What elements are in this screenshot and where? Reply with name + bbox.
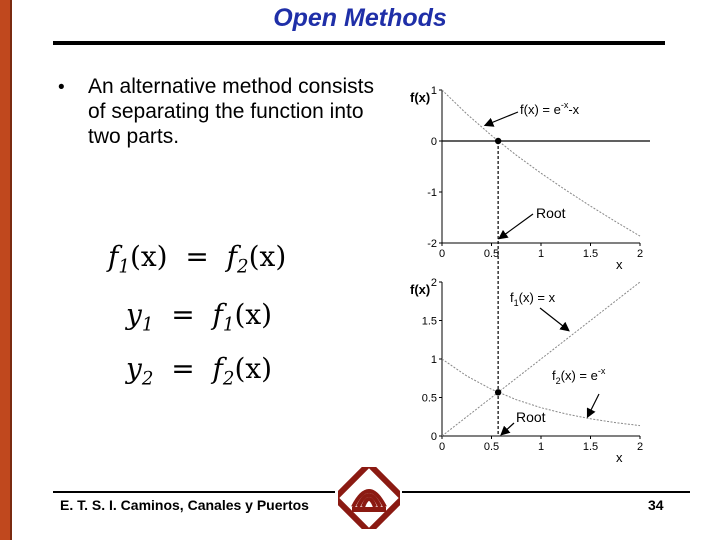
bullet-text: An alternative method consists of separating the function into two parts. <box>88 75 374 149</box>
bullet-marker: • <box>58 77 65 98</box>
x-tick-label: 0.5 <box>483 441 500 453</box>
footer-divider-left <box>53 491 335 493</box>
plots-panel <box>400 78 650 468</box>
x-tick-label: 1.5 <box>582 248 599 260</box>
x-tick-label: 0 <box>438 248 446 260</box>
x-axis-label: x <box>616 257 623 272</box>
annotation-f1: $f_1(x) = x$ <box>510 290 556 308</box>
institution-logo <box>338 467 400 529</box>
y-tick-label: 0.5 <box>421 392 437 405</box>
y-axis-label: f(x) <box>410 90 431 105</box>
equation-2: $y_1 = f_1(x)$ <box>126 298 273 336</box>
annotation-arrow-root-top <box>500 214 533 238</box>
x-tick-label: 2 <box>636 441 644 453</box>
page-number: 34 <box>648 497 664 513</box>
y-axis-label: f(x) <box>410 282 431 297</box>
x-tick-label: 2 <box>636 248 644 260</box>
left-accent-bar <box>0 0 12 540</box>
y-tick-label: 1 <box>430 85 437 97</box>
x-axis-label: x <box>616 450 623 465</box>
x-tick-label: 1 <box>537 248 545 260</box>
y-tick-label: 2 <box>430 277 437 289</box>
y-tick-label: 0 <box>430 136 437 148</box>
y-tick-label: -1 <box>427 187 437 199</box>
annotation-arrow-f1 <box>540 308 568 330</box>
y-tick-label: 1 <box>430 354 437 366</box>
x-tick-label: 0.5 <box>483 248 500 260</box>
footer-divider-right <box>402 491 690 493</box>
footer-institution: E. T. S. I. Caminos, Canales y Puertos <box>60 497 309 513</box>
equation-1: $f_1(x) = f_2(x)$ <box>108 240 287 278</box>
x-tick-label: 1 <box>537 441 545 453</box>
y-tick-label: 0 <box>430 431 437 443</box>
y-tick-label: 1.5 <box>421 315 437 328</box>
annotation-arrow-fx <box>486 112 518 125</box>
annotation-f2: $f_2(x) = e^{-x}$ <box>552 366 606 386</box>
x-tick-label: 1.5 <box>582 441 599 453</box>
x-tick-label: 0 <box>438 441 446 453</box>
slide-title: Open Methods <box>273 4 447 32</box>
title-divider <box>53 41 665 45</box>
plots-svg <box>400 78 650 468</box>
annotation-fx: $f(x) = e^{-x}-x$ <box>520 100 580 117</box>
annotation-arrow-f2 <box>588 394 599 416</box>
annotation-root-top: Root <box>536 205 566 221</box>
annotation-root-bottom: Root <box>516 409 546 425</box>
annotation-arrow-root-bottom <box>502 423 514 434</box>
y-tick-label: -2 <box>427 238 437 250</box>
equation-3: $y_2 = f_2(x)$ <box>126 352 273 390</box>
